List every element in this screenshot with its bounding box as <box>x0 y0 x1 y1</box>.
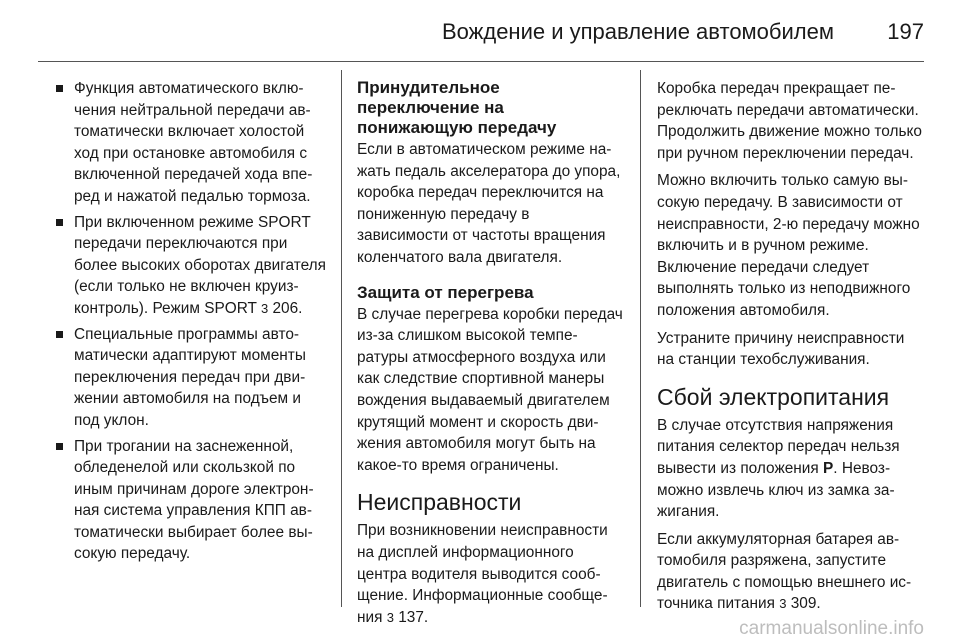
column-1 <box>56 78 328 569</box>
paragraph: В случае перегрева коробки передач из-за слишком высокой температуры атмосферного воздуха или как следствие спортивной манеры вождения выдаваемый двигателем крутящий момент и скорость движения автомобиля могут быть на какое-то время ограничены. <box>357 305 623 474</box>
section-heading-kickdown: Принудительное переключение на понижающую передачу <box>357 78 557 137</box>
page-ref-icon: 3 <box>260 300 269 316</box>
section-heading-power-failure: Сбой электропитания <box>657 383 890 410</box>
column-3 <box>657 78 923 621</box>
feature-list <box>56 78 328 565</box>
page-ref-link[interactable]: 309. <box>790 595 821 613</box>
paragraph: Если в автоматическом режиме нажать педаль акселератора до упора, коробка передач переключится на пониженную передачу в зависимости от частоты вращения коленчатого вала двигателя. <box>357 141 621 266</box>
page-ref-link[interactable]: 137. <box>398 608 429 626</box>
paragraph <box>657 529 923 615</box>
page-title: Вождение и управление автомобилем <box>441 19 834 44</box>
list-item: Специальные программы автоматически адаптируют моменты переключения передач при движении автомобиля на подъем и под уклон. <box>56 324 328 432</box>
paragraph-text: Если аккумуляторная батарея автомобиля разряжена, запустите двигатель с помощью внешнего источника питания <box>657 530 912 613</box>
column-2 <box>357 78 623 634</box>
column-divider-1 <box>341 70 342 607</box>
page-ref-icon: 3 <box>386 609 394 625</box>
section-heading-overheat: Защита от перегрева <box>357 282 534 302</box>
paragraph: Можно включить только самую высокую передачу. В зависимости от неисправности, 2-ю передачу можно включить и в ручном режиме. Включение передачи следует выполнять только из неподвижного положения автомобиля. <box>657 172 920 319</box>
paragraph <box>357 520 623 628</box>
watermark: carmanualsonline.info <box>739 618 924 639</box>
page-header <box>38 18 924 60</box>
page-ref-icon: 3 <box>779 596 787 612</box>
list-item: При трогании на заснеженной, обледенелой или скользкой по иным причинам дороге электронная система управления КПП автоматически выбирает более высокую передачу. <box>56 436 328 566</box>
paragraph: Устраните причину неисправности на станции техобслуживания. <box>657 329 905 369</box>
section-heading-faults: Неисправности <box>357 489 522 516</box>
list-item-text: При включенном режиме SPORT передачи переключаются при более высоких оборотах двигателя (если только не включен круиз-контроль). Режим SPORT <box>74 213 326 317</box>
column-divider-2 <box>640 70 641 607</box>
gear-position-p: P <box>823 459 834 477</box>
paragraph <box>657 415 923 523</box>
paragraph-text: В случае отсутствия напряжения питания селектор передач нельзя вывести из положения <box>657 416 900 477</box>
paragraph: Коробка передач прекращает переключать передачи автоматически. Продолжить движение можно только при ручном переключении передач. <box>657 80 922 162</box>
paragraph-text: . Невозможно извлечь ключ из замка зажигания. <box>657 459 895 521</box>
list-item <box>56 212 328 320</box>
header-rule <box>38 61 924 62</box>
page-ref-link[interactable]: 206. <box>272 299 303 317</box>
page-number: 197 <box>887 19 924 44</box>
paragraph-text: При возникновении неисправности на дисплей информационного центра водителя выводится сообщение. Информационные сообщения <box>357 522 608 626</box>
list-item: Функция автоматического включения нейтральной передачи автоматически включает холостой ход при остановке автомобиля с включенной передачей хода вперед и нажатой педалью тормоза. <box>56 78 328 208</box>
